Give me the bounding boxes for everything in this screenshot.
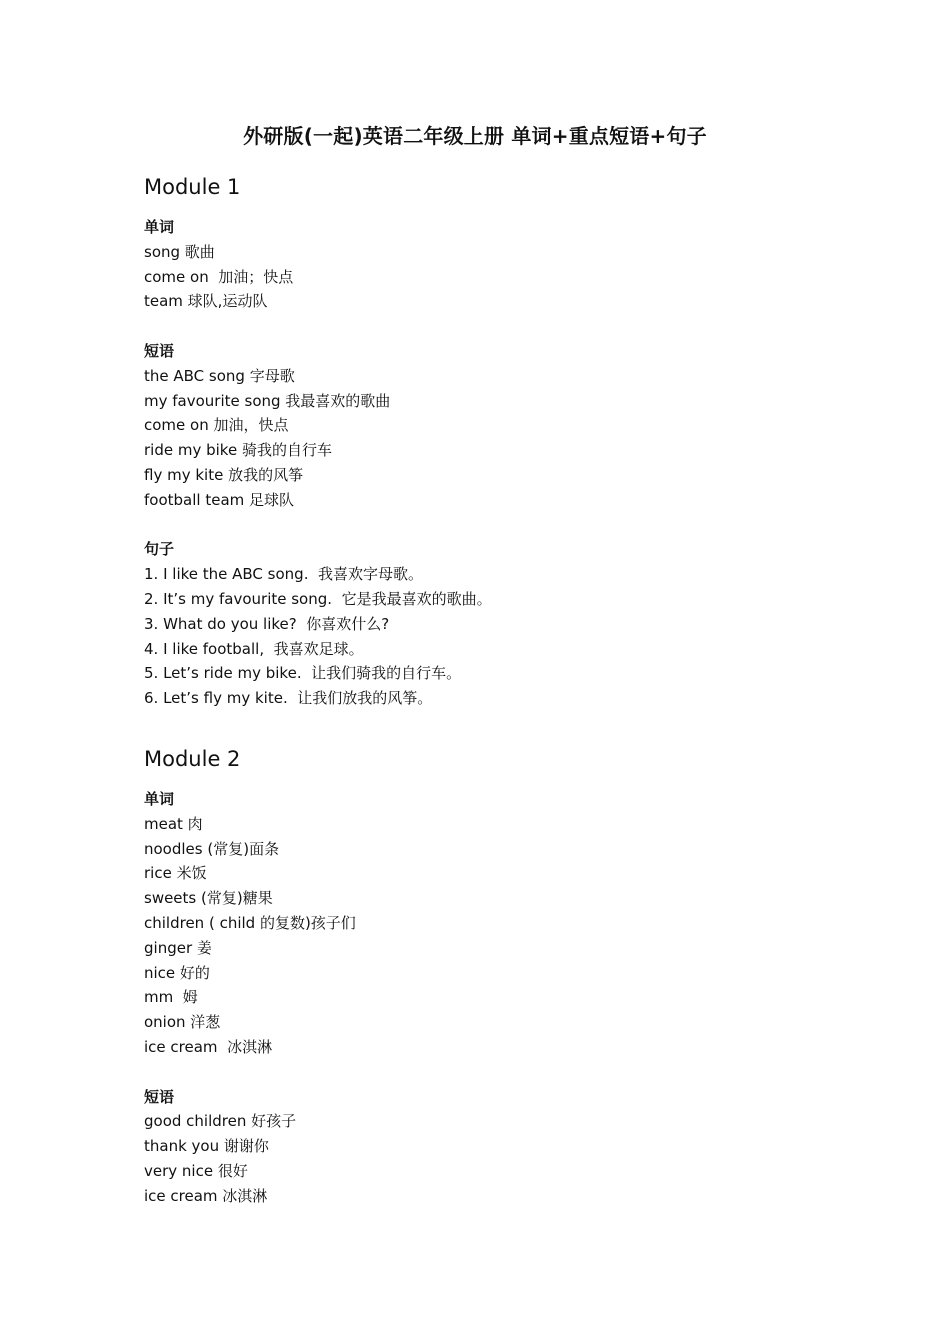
section-heading: 单词 bbox=[144, 789, 175, 808]
entry-line: 1. I like the ABC song. 我喜欢字母歌。 bbox=[144, 565, 423, 584]
entry-line: noodles (常复)面条 bbox=[144, 839, 280, 858]
document-title: 外研版(一起)英语二年级上册 单词+重点短语+句子 bbox=[243, 124, 707, 148]
entry-line: the ABC song 字母歌 bbox=[144, 366, 295, 385]
document-body bbox=[144, 170, 844, 1208]
section-heading: 短语 bbox=[144, 341, 175, 360]
section bbox=[144, 787, 844, 1060]
entry-line: thank you 谢谢你 bbox=[144, 1137, 269, 1156]
entry-line: song 歌曲 bbox=[144, 242, 215, 261]
entry-line: very nice 很好 bbox=[144, 1161, 248, 1180]
entry-line: good children 好孩子 bbox=[144, 1112, 297, 1131]
section-heading: 短语 bbox=[144, 1087, 175, 1106]
entry-line: 5. Let’s ride my bike. 让我们骑我的自行车。 bbox=[144, 664, 462, 683]
module-2 bbox=[144, 742, 844, 1209]
entry-line: 3. What do you like? 你喜欢什么? bbox=[144, 614, 390, 633]
entry-line: my favourite song 我最喜欢的歌曲 bbox=[144, 391, 391, 410]
section bbox=[144, 1085, 844, 1209]
entry-line: onion 洋葱 bbox=[144, 1013, 221, 1032]
entry-line: fly my kite 放我的风筝 bbox=[144, 465, 304, 484]
entry-line: 4. I like football, 我喜欢足球。 bbox=[144, 639, 364, 658]
entry-line: come on 加油，快点 bbox=[144, 416, 289, 435]
entry-line: meat 肉 bbox=[144, 814, 203, 833]
section bbox=[144, 215, 844, 314]
entry-line: come on 加油；快点 bbox=[144, 267, 294, 286]
entry-line: ice cream 冰淇淋 bbox=[144, 1037, 273, 1056]
entry-line: mm 姆 bbox=[144, 988, 198, 1007]
entry-line: team 球队,运动队 bbox=[144, 292, 268, 311]
entry-line: nice 好的 bbox=[144, 963, 210, 982]
entry-line: ginger 姜 bbox=[144, 938, 212, 957]
entry-line: children ( child 的复数)孩子们 bbox=[144, 913, 356, 932]
section-heading: 单词 bbox=[144, 218, 175, 236]
entry-line: football team 足球队 bbox=[144, 490, 295, 509]
section bbox=[144, 537, 844, 711]
entry-line: 6. Let’s fly my kite. 让我们放我的风筝。 bbox=[144, 689, 433, 708]
module-1 bbox=[144, 170, 844, 711]
section-heading: 句子 bbox=[144, 540, 175, 559]
section bbox=[144, 339, 844, 513]
entry-line: 2. It’s my favourite song. 它是我最喜欢的歌曲。 bbox=[144, 589, 492, 608]
entry-line: ride my bike 骑我的自行车 bbox=[144, 441, 332, 460]
entry-line: rice 米饭 bbox=[144, 864, 207, 883]
entry-line: ice cream 冰淇淋 bbox=[144, 1186, 268, 1205]
entry-line: sweets (常复)糖果 bbox=[144, 889, 273, 908]
module-heading: Module 2 bbox=[144, 746, 241, 771]
module-heading: Module 1 bbox=[144, 175, 241, 199]
